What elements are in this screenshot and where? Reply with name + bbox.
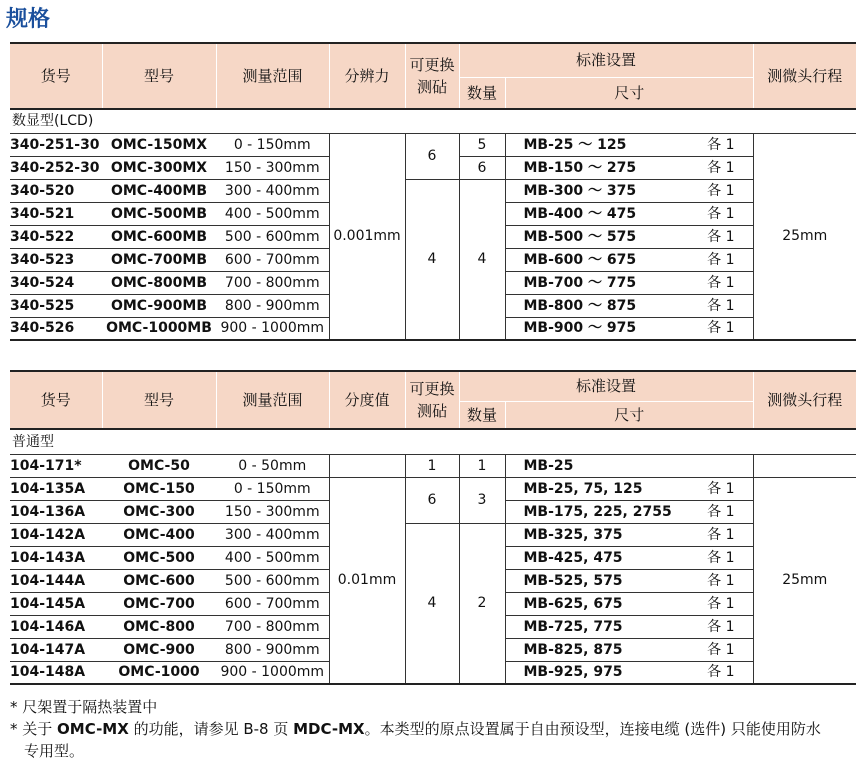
model: OMC-150MX (102, 133, 216, 156)
item-no: 340-523 (10, 248, 102, 271)
item-no: 340-522 (10, 225, 102, 248)
range: 900 - 1000mm (216, 661, 329, 684)
spec-table-digital (10, 42, 856, 341)
stroke-value: 25mm (753, 477, 856, 684)
page-title: 规格 (6, 7, 51, 32)
table-row (10, 454, 856, 477)
anvil-count: 6 (405, 133, 459, 179)
model: OMC-400 (102, 523, 216, 546)
model: OMC-300 (102, 500, 216, 523)
size: MB-325, 375 (523, 526, 623, 543)
qty: 1 (459, 454, 505, 477)
spec-table-standard (10, 370, 856, 685)
range: 150 - 300mm (216, 500, 329, 523)
range: 0 - 50mm (216, 454, 329, 477)
col-range: 测量范围 (216, 371, 329, 429)
each: 各 1 (707, 205, 735, 222)
size: MB-700 ～ 775 (523, 274, 637, 291)
item-no: 340-525 (10, 294, 102, 317)
model: OMC-1000 (102, 661, 216, 684)
model: OMC-700MB (102, 248, 216, 271)
each: 各 1 (707, 182, 735, 199)
col-range: 测量范围 (216, 43, 329, 109)
size: MB-25 ～ 125 (523, 136, 627, 153)
each: 各 1 (707, 641, 735, 658)
qty: 6 (459, 156, 505, 179)
size: MB-25, 75, 125 (523, 480, 643, 497)
size: MB-725, 775 (523, 618, 623, 635)
range: 800 - 900mm (216, 638, 329, 661)
footnote-1: * 尺架置于隔热装置中 (10, 698, 158, 716)
size: MB-525, 575 (523, 572, 623, 589)
model: OMC-900 (102, 638, 216, 661)
footnote-model: MDC-MX (293, 720, 365, 738)
col-interchangeable: 可更换测砧 (405, 371, 459, 429)
item-no: 104-143A (10, 546, 102, 569)
model: OMC-800 (102, 615, 216, 638)
size: MB-900 ～ 975 (523, 320, 637, 337)
anvil-count: 4 (405, 523, 459, 684)
model: OMC-400MB (102, 179, 216, 202)
col-size: 尺寸 (505, 401, 753, 429)
item-no: 340-520 (10, 179, 102, 202)
col-item-no: 货号 (10, 371, 102, 429)
range: 600 - 700mm (216, 592, 329, 615)
qty: 4 (459, 179, 505, 340)
category-label: 数显型(LCD) (10, 109, 856, 133)
range: 400 - 500mm (216, 546, 329, 569)
model: OMC-150 (102, 477, 216, 500)
each: 各 1 (707, 320, 735, 337)
model: OMC-700 (102, 592, 216, 615)
footnotes (10, 696, 858, 762)
item-no: 340-524 (10, 271, 102, 294)
col-item-no: 货号 (10, 43, 102, 109)
each: 各 1 (707, 297, 735, 314)
col-model: 型号 (102, 43, 216, 109)
size: MB-175, 225, 2755 (523, 503, 672, 520)
anvil-count: 4 (405, 179, 459, 340)
item-no: 340-526 (10, 317, 102, 340)
size: MB-825, 875 (523, 641, 623, 658)
size: MB-425, 475 (523, 549, 623, 566)
item-no: 340-251-30 (10, 133, 102, 156)
item-no: 104-146A (10, 615, 102, 638)
model: OMC-1000MB (102, 317, 216, 340)
table-row (10, 133, 856, 156)
model: OMC-600MB (102, 225, 216, 248)
each: 各 1 (707, 526, 735, 543)
table-row (10, 523, 856, 546)
col-std-setting: 标准设置 (459, 43, 753, 77)
size: MB-925, 975 (523, 664, 623, 681)
model: OMC-600 (102, 569, 216, 592)
range: 900 - 1000mm (216, 317, 329, 340)
each: 各 1 (707, 618, 735, 635)
each: 各 1 (707, 251, 735, 268)
model: OMC-800MB (102, 271, 216, 294)
item-no: 340-521 (10, 202, 102, 225)
qty: 5 (459, 133, 505, 156)
range: 800 - 900mm (216, 294, 329, 317)
qty: 3 (459, 477, 505, 523)
item-no: 104-145A (10, 592, 102, 615)
col-std-setting: 标准设置 (459, 371, 753, 401)
table-row (10, 477, 856, 500)
range: 500 - 600mm (216, 225, 329, 248)
model: OMC-500MB (102, 202, 216, 225)
model: OMC-500 (102, 546, 216, 569)
footnote-2 (10, 718, 858, 740)
each: 各 1 (707, 480, 735, 497)
col-interchangeable: 可更换测砧 (405, 43, 459, 109)
range: 300 - 400mm (216, 523, 329, 546)
item-no: 104-135A (10, 477, 102, 500)
range: 300 - 400mm (216, 179, 329, 202)
range: 150 - 300mm (216, 156, 329, 179)
range: 700 - 800mm (216, 271, 329, 294)
footnote-text: 。本类型的原点设置属于自由预设型，连接电缆 (选件) 只能使用防水 (364, 720, 821, 738)
range: 0 - 150mm (216, 133, 329, 156)
size: MB-150 ～ 275 (523, 159, 637, 176)
footnote-text: * 关于 (10, 720, 58, 738)
size: MB-500 ～ 575 (523, 228, 637, 245)
col-qty: 数量 (459, 77, 505, 109)
model: OMC-300MX (102, 156, 216, 179)
range: 700 - 800mm (216, 615, 329, 638)
item-no: 340-252-30 (10, 156, 102, 179)
footnote-text: 的功能，请参见 B-8 页 (128, 720, 294, 738)
stroke-value: 25mm (753, 133, 856, 340)
qty: 2 (459, 523, 505, 684)
each: 各 1 (707, 549, 735, 566)
col-qty: 数量 (459, 401, 505, 429)
each: 各 1 (707, 503, 735, 520)
size: MB-400 ～ 475 (523, 205, 637, 222)
range: 600 - 700mm (216, 248, 329, 271)
range: 400 - 500mm (216, 202, 329, 225)
col-stroke: 测微头行程 (753, 371, 856, 429)
item-no: 104-148A (10, 661, 102, 684)
col-stroke: 测微头行程 (753, 43, 856, 109)
each: 各 1 (707, 595, 735, 612)
each: 各 1 (707, 228, 735, 245)
size: MB-300 ～ 375 (523, 182, 637, 199)
col-graduation: 分度值 (329, 371, 405, 429)
item-no: 104-142A (10, 523, 102, 546)
footnote-model: OMC-MX (57, 720, 129, 738)
item-no: 104-147A (10, 638, 102, 661)
each: 各 1 (707, 572, 735, 589)
anvil-count: 6 (405, 477, 459, 523)
col-size: 尺寸 (505, 77, 753, 109)
range: 0 - 150mm (216, 477, 329, 500)
each: 各 1 (707, 664, 735, 681)
size: MB-625, 675 (523, 595, 623, 612)
resolution-value: 0.001mm (329, 133, 405, 340)
each: 各 1 (707, 274, 735, 291)
item-no: 104-144A (10, 569, 102, 592)
col-model: 型号 (102, 371, 216, 429)
footnote-2-cont: 专用型。 (24, 742, 85, 760)
table-row (10, 179, 856, 202)
category-label: 普通型 (10, 429, 856, 454)
col-resolution: 分辨力 (329, 43, 405, 109)
range: 500 - 600mm (216, 569, 329, 592)
graduation-value: 0.01mm (329, 477, 405, 684)
item-no: 104-171* (10, 454, 102, 477)
model: OMC-50 (102, 454, 216, 477)
size: MB-800 ～ 875 (523, 297, 637, 314)
each: 各 1 (707, 159, 735, 176)
item-no: 104-136A (10, 500, 102, 523)
size: MB-25 (523, 457, 574, 474)
anvil-count: 1 (405, 454, 459, 477)
model: OMC-900MB (102, 294, 216, 317)
size: MB-600 ～ 675 (523, 251, 637, 268)
each: 各 1 (707, 136, 735, 153)
